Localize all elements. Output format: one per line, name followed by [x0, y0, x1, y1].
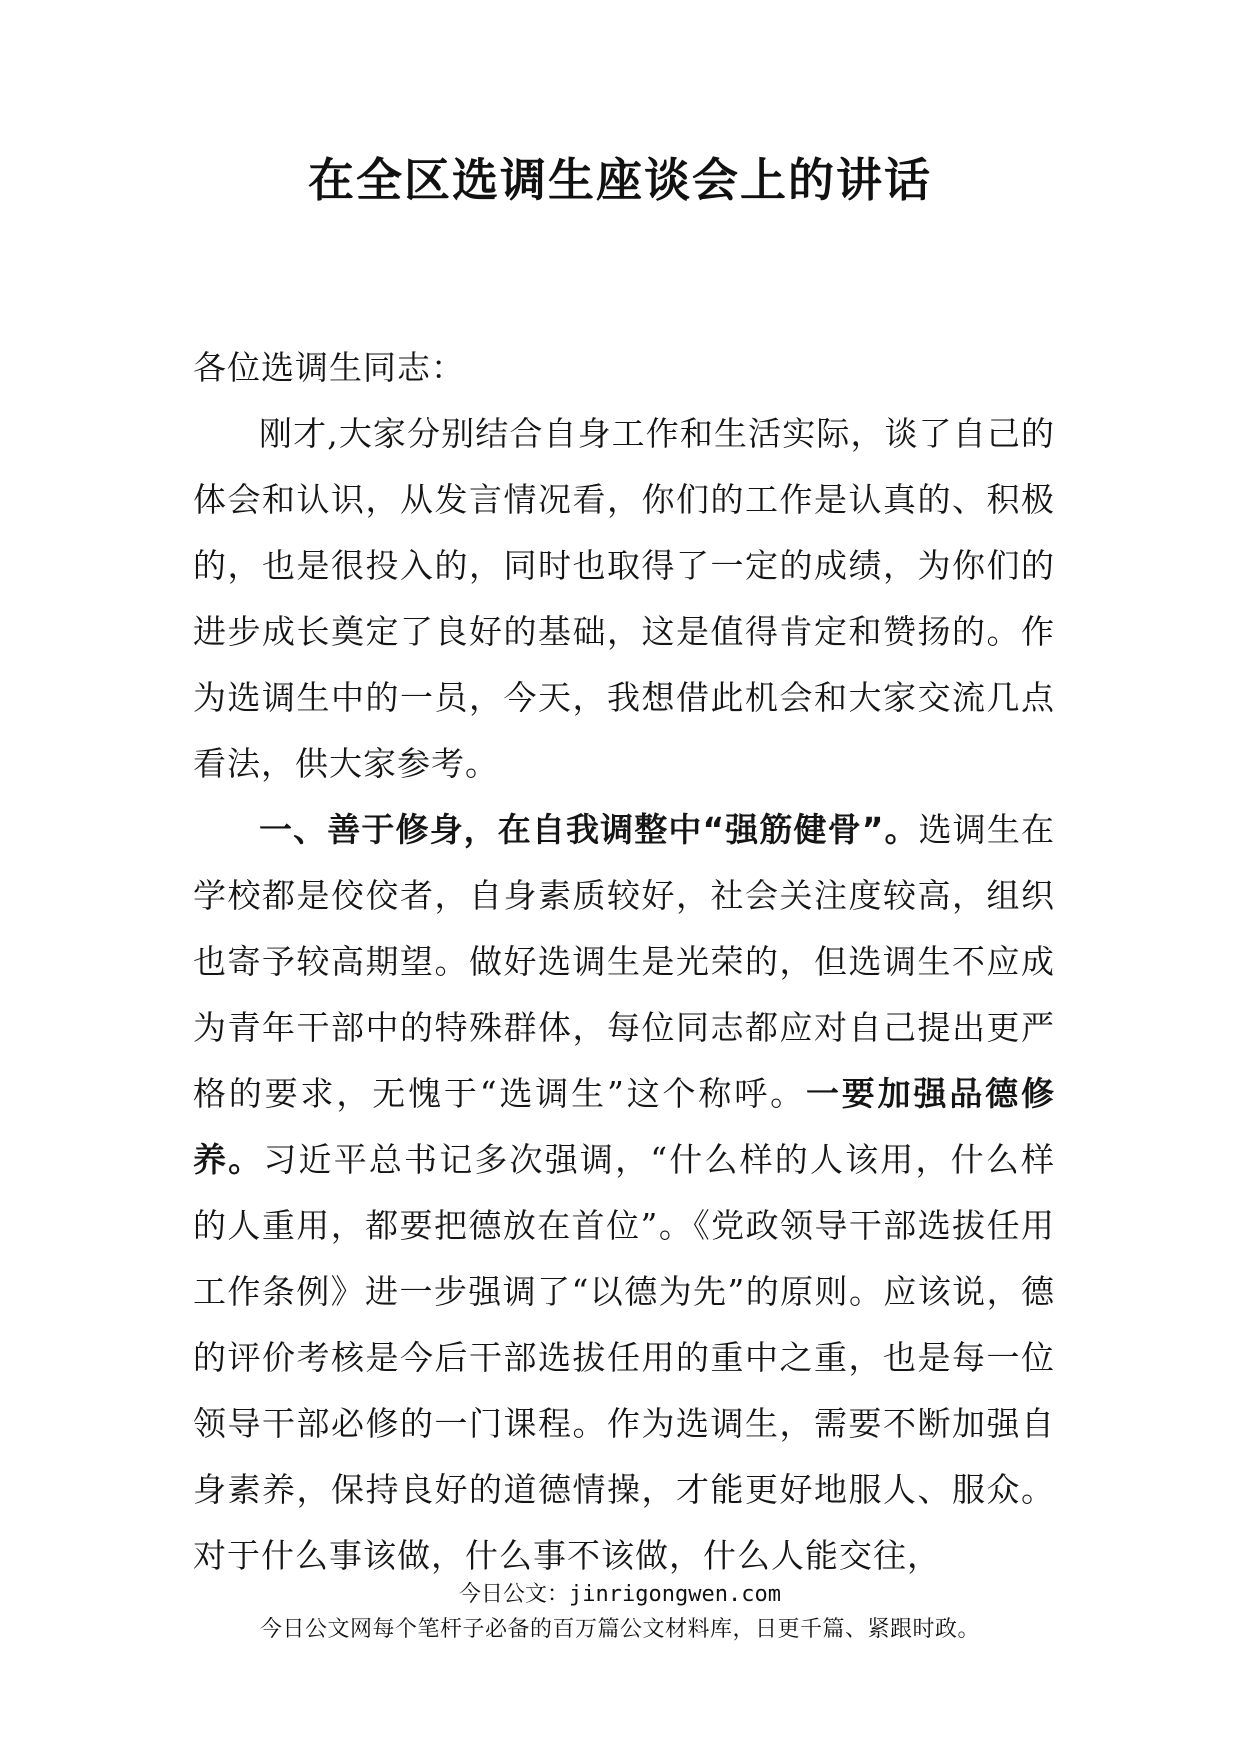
section-one-text-part2: 习近平总书记多次强调，“什么样的人该用，什么样的人重用，都要把德放在首位”。《党政领导干部选拔任用工作条例》进一步强调了“以德为先”的原则。应该说，德的评价考核是今后干部选拔任用的重中之重，也是每一位领导干部必修的一门课程。作为选调生，需要不断加强自身素养，保持良好的道德情操，才能更好地服人、服众。对于什么事该做，什么事不该做，什么人能交往，	[193, 1140, 1055, 1575]
footer-site-line	[0, 1578, 1240, 1612]
footer-site-link[interactable]: jinrigongwen.com	[569, 1582, 781, 1607]
section-one-paragraph	[193, 797, 1055, 1589]
footer-site-label: 今日公文：	[459, 1582, 570, 1607]
salutation: 各位选调生同志：	[193, 348, 465, 387]
section-one-text-part1: 选调生在学校都是佼佼者，自身素质较好，社会关注度较高，组织也寄予较高期望。做好选调生是光荣的，但选调生不应成为青年干部中的特殊群体，每位同志都应对自己提出更严格的要求，无愧于“选调生”这个称呼。	[193, 810, 1055, 1113]
page-footer	[0, 1578, 1240, 1648]
document-body	[193, 335, 1055, 1589]
section-one-subheading: 一要加强品德修养。	[193, 1074, 1055, 1179]
footer-slogan: 今日公文网每个笔杆子必备的百万篇公文材料库，日更千篇、紧跟时政。	[259, 1617, 980, 1642]
document-title: 在全区选调生座谈会上的讲话	[308, 153, 932, 207]
section-one-heading: 一、善于修身，在自我调整中“强筋健骨”。	[259, 810, 919, 849]
intro-paragraph: 刚才,大家分别结合自身工作和生活实际，谈了自己的体会和认识，从发言情况看，你们的工作是认真的、积极的，也是很投入的，同时也取得了一定的成绩，为你们的进步成长奠定了良好的基础，这是值得肯定和赞扬的。作为选调生中的一员，今天，我想借此机会和大家交流几点看法，供大家参考。	[193, 414, 1055, 783]
